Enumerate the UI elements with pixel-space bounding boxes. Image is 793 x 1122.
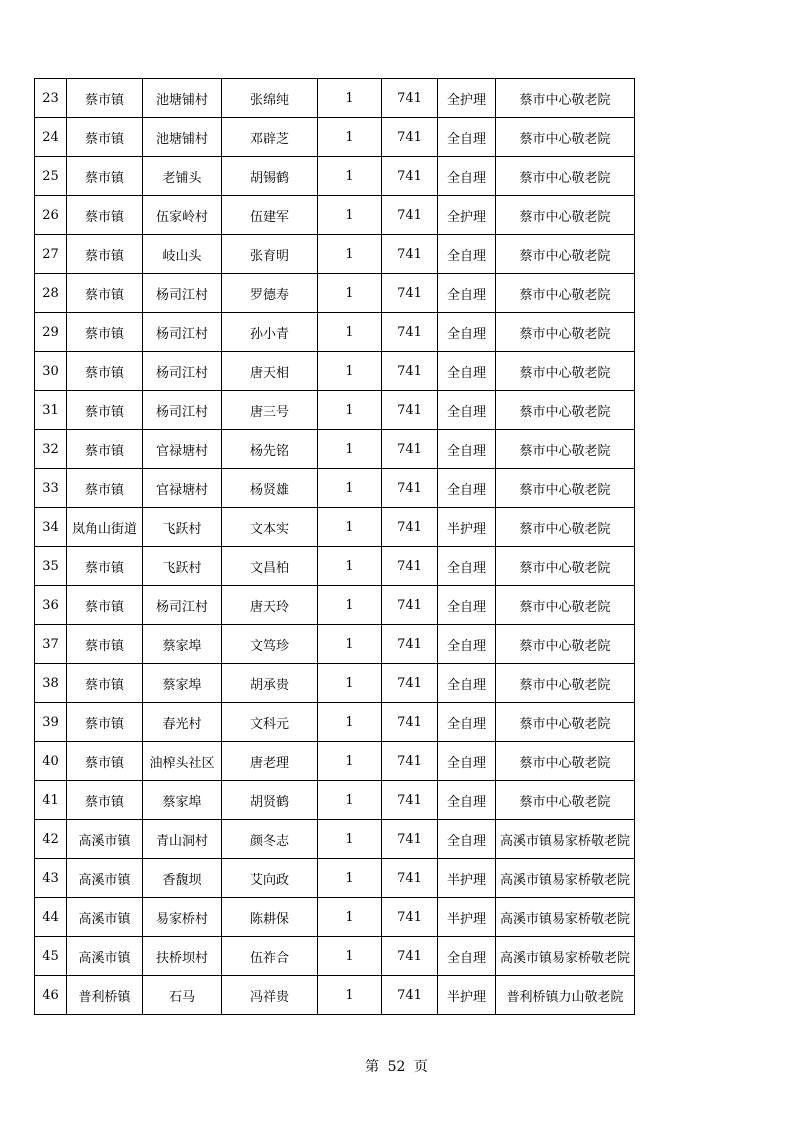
name-cell: 艾向政 xyxy=(222,859,318,898)
table-row xyxy=(35,508,635,547)
town-cell: 高溪市镇 xyxy=(67,898,143,937)
institution-cell: 蔡市中心敬老院 xyxy=(496,274,635,313)
town-cell: 高溪市镇 xyxy=(67,859,143,898)
town-cell: 蔡市镇 xyxy=(67,352,143,391)
count-cell: 1 xyxy=(318,391,382,430)
index-cell: 27 xyxy=(35,235,67,274)
index-cell: 46 xyxy=(35,976,67,1015)
village-cell: 杨司江村 xyxy=(143,586,222,625)
institution-cell: 蔡市中心敬老院 xyxy=(496,313,635,352)
institution-cell: 蔡市中心敬老院 xyxy=(496,742,635,781)
town-cell: 蔡市镇 xyxy=(67,625,143,664)
town-cell: 蔡市镇 xyxy=(67,664,143,703)
index-cell: 30 xyxy=(35,352,67,391)
village-cell: 飞跃村 xyxy=(143,547,222,586)
name-cell: 邓辟芝 xyxy=(222,118,318,157)
index-cell: 43 xyxy=(35,859,67,898)
amount-cell: 741 xyxy=(382,781,438,820)
village-cell: 易家桥村 xyxy=(143,898,222,937)
amount-cell: 741 xyxy=(382,976,438,1015)
amount-cell: 741 xyxy=(382,586,438,625)
town-cell: 高溪市镇 xyxy=(67,820,143,859)
care-level-cell: 全自理 xyxy=(438,937,496,976)
count-cell: 1 xyxy=(318,898,382,937)
village-cell: 官禄塘村 xyxy=(143,469,222,508)
table-row xyxy=(35,313,635,352)
institution-cell: 蔡市中心敬老院 xyxy=(496,547,635,586)
institution-cell: 高溪市镇易家桥敬老院 xyxy=(496,820,635,859)
index-cell: 23 xyxy=(35,79,67,118)
institution-cell: 蔡市中心敬老院 xyxy=(496,79,635,118)
name-cell: 唐天玲 xyxy=(222,586,318,625)
village-cell: 杨司江村 xyxy=(143,391,222,430)
town-cell: 蔡市镇 xyxy=(67,196,143,235)
page-prefix: 第 xyxy=(365,1059,380,1075)
table-row xyxy=(35,430,635,469)
name-cell: 文昌柏 xyxy=(222,547,318,586)
care-level-cell: 全自理 xyxy=(438,430,496,469)
table-row xyxy=(35,664,635,703)
institution-cell: 高溪市镇易家桥敬老院 xyxy=(496,898,635,937)
town-cell: 蔡市镇 xyxy=(67,742,143,781)
institution-cell: 蔡市中心敬老院 xyxy=(496,157,635,196)
amount-cell: 741 xyxy=(382,469,438,508)
name-cell: 唐三号 xyxy=(222,391,318,430)
institution-cell: 蔡市中心敬老院 xyxy=(496,781,635,820)
village-cell: 扶桥坝村 xyxy=(143,937,222,976)
village-cell: 伍家岭村 xyxy=(143,196,222,235)
name-cell: 杨先铭 xyxy=(222,430,318,469)
care-level-cell: 全自理 xyxy=(438,391,496,430)
name-cell: 文科元 xyxy=(222,703,318,742)
table-row xyxy=(35,469,635,508)
name-cell: 罗德寿 xyxy=(222,274,318,313)
count-cell: 1 xyxy=(318,625,382,664)
index-cell: 39 xyxy=(35,703,67,742)
count-cell: 1 xyxy=(318,352,382,391)
name-cell: 颜冬志 xyxy=(222,820,318,859)
amount-cell: 741 xyxy=(382,196,438,235)
amount-cell: 741 xyxy=(382,391,438,430)
care-level-cell: 全自理 xyxy=(438,781,496,820)
index-cell: 35 xyxy=(35,547,67,586)
count-cell: 1 xyxy=(318,547,382,586)
village-cell: 蔡家埠 xyxy=(143,625,222,664)
care-level-cell: 全自理 xyxy=(438,664,496,703)
name-cell: 文笃珍 xyxy=(222,625,318,664)
village-cell: 香馥坝 xyxy=(143,859,222,898)
table-row xyxy=(35,703,635,742)
count-cell: 1 xyxy=(318,508,382,547)
table-row xyxy=(35,937,635,976)
name-cell: 冯祥贵 xyxy=(222,976,318,1015)
care-level-cell: 半护理 xyxy=(438,859,496,898)
institution-cell: 蔡市中心敬老院 xyxy=(496,664,635,703)
amount-cell: 741 xyxy=(382,937,438,976)
institution-cell: 蔡市中心敬老院 xyxy=(496,469,635,508)
amount-cell: 741 xyxy=(382,313,438,352)
institution-cell: 蔡市中心敬老院 xyxy=(496,118,635,157)
amount-cell: 741 xyxy=(382,430,438,469)
amount-cell: 741 xyxy=(382,742,438,781)
count-cell: 1 xyxy=(318,430,382,469)
index-cell: 42 xyxy=(35,820,67,859)
care-level-cell: 半护理 xyxy=(438,976,496,1015)
town-cell: 蔡市镇 xyxy=(67,235,143,274)
table-body xyxy=(35,79,635,1015)
amount-cell: 741 xyxy=(382,820,438,859)
index-cell: 40 xyxy=(35,742,67,781)
care-level-cell: 全自理 xyxy=(438,820,496,859)
page-footer xyxy=(0,1056,793,1076)
institution-cell: 蔡市中心敬老院 xyxy=(496,586,635,625)
institution-cell: 高溪市镇易家桥敬老院 xyxy=(496,937,635,976)
page-number: 52 xyxy=(387,1059,406,1075)
amount-cell: 741 xyxy=(382,235,438,274)
town-cell: 蔡市镇 xyxy=(67,781,143,820)
care-level-cell: 半护理 xyxy=(438,898,496,937)
village-cell: 蔡家埠 xyxy=(143,781,222,820)
index-cell: 31 xyxy=(35,391,67,430)
count-cell: 1 xyxy=(318,742,382,781)
count-cell: 1 xyxy=(318,937,382,976)
care-level-cell: 全自理 xyxy=(438,235,496,274)
count-cell: 1 xyxy=(318,313,382,352)
count-cell: 1 xyxy=(318,586,382,625)
village-cell: 岐山头 xyxy=(143,235,222,274)
care-level-cell: 全自理 xyxy=(438,703,496,742)
name-cell: 伍建军 xyxy=(222,196,318,235)
name-cell: 唐天相 xyxy=(222,352,318,391)
index-cell: 37 xyxy=(35,625,67,664)
amount-cell: 741 xyxy=(382,508,438,547)
amount-cell: 741 xyxy=(382,352,438,391)
count-cell: 1 xyxy=(318,469,382,508)
table-row xyxy=(35,391,635,430)
count-cell: 1 xyxy=(318,196,382,235)
institution-cell: 蔡市中心敬老院 xyxy=(496,235,635,274)
count-cell: 1 xyxy=(318,859,382,898)
village-cell: 杨司江村 xyxy=(143,313,222,352)
amount-cell: 741 xyxy=(382,859,438,898)
amount-cell: 741 xyxy=(382,625,438,664)
institution-cell: 蔡市中心敬老院 xyxy=(496,508,635,547)
town-cell: 蔡市镇 xyxy=(67,547,143,586)
care-level-cell: 全自理 xyxy=(438,742,496,781)
village-cell: 油榨头社区 xyxy=(143,742,222,781)
town-cell: 蔡市镇 xyxy=(67,430,143,469)
index-cell: 33 xyxy=(35,469,67,508)
table-row xyxy=(35,235,635,274)
amount-cell: 741 xyxy=(382,547,438,586)
count-cell: 1 xyxy=(318,118,382,157)
table-row xyxy=(35,274,635,313)
amount-cell: 741 xyxy=(382,157,438,196)
name-cell: 文本实 xyxy=(222,508,318,547)
amount-cell: 741 xyxy=(382,118,438,157)
count-cell: 1 xyxy=(318,781,382,820)
village-cell: 蔡家埠 xyxy=(143,664,222,703)
village-cell: 春光村 xyxy=(143,703,222,742)
amount-cell: 741 xyxy=(382,664,438,703)
village-cell: 池塘铺村 xyxy=(143,118,222,157)
table-row xyxy=(35,118,635,157)
name-cell: 张育明 xyxy=(222,235,318,274)
table-row xyxy=(35,196,635,235)
town-cell: 岚角山街道 xyxy=(67,508,143,547)
page-suffix: 页 xyxy=(413,1059,428,1075)
records-table xyxy=(34,78,635,1015)
town-cell: 高溪市镇 xyxy=(67,937,143,976)
amount-cell: 741 xyxy=(382,898,438,937)
index-cell: 45 xyxy=(35,937,67,976)
name-cell: 唐老理 xyxy=(222,742,318,781)
institution-cell: 蔡市中心敬老院 xyxy=(496,430,635,469)
count-cell: 1 xyxy=(318,79,382,118)
town-cell: 蔡市镇 xyxy=(67,118,143,157)
name-cell: 伍祚合 xyxy=(222,937,318,976)
table-row xyxy=(35,976,635,1015)
care-level-cell: 全自理 xyxy=(438,352,496,391)
name-cell: 陈耕保 xyxy=(222,898,318,937)
town-cell: 蔡市镇 xyxy=(67,469,143,508)
name-cell: 胡贤鹤 xyxy=(222,781,318,820)
town-cell: 蔡市镇 xyxy=(67,274,143,313)
care-level-cell: 全自理 xyxy=(438,274,496,313)
table-row xyxy=(35,157,635,196)
index-cell: 24 xyxy=(35,118,67,157)
town-cell: 蔡市镇 xyxy=(67,703,143,742)
table-row xyxy=(35,352,635,391)
town-cell: 蔡市镇 xyxy=(67,313,143,352)
table-row xyxy=(35,79,635,118)
care-level-cell: 全自理 xyxy=(438,157,496,196)
town-cell: 蔡市镇 xyxy=(67,79,143,118)
name-cell: 张绵纯 xyxy=(222,79,318,118)
name-cell: 胡承贵 xyxy=(222,664,318,703)
name-cell: 胡锡鹤 xyxy=(222,157,318,196)
institution-cell: 高溪市镇易家桥敬老院 xyxy=(496,859,635,898)
village-cell: 池塘铺村 xyxy=(143,79,222,118)
index-cell: 29 xyxy=(35,313,67,352)
institution-cell: 蔡市中心敬老院 xyxy=(496,196,635,235)
count-cell: 1 xyxy=(318,820,382,859)
table-row xyxy=(35,859,635,898)
village-cell: 杨司江村 xyxy=(143,274,222,313)
village-cell: 杨司江村 xyxy=(143,352,222,391)
index-cell: 32 xyxy=(35,430,67,469)
count-cell: 1 xyxy=(318,274,382,313)
count-cell: 1 xyxy=(318,157,382,196)
care-level-cell: 全护理 xyxy=(438,79,496,118)
table-row xyxy=(35,625,635,664)
village-cell: 飞跃村 xyxy=(143,508,222,547)
town-cell: 蔡市镇 xyxy=(67,157,143,196)
institution-cell: 蔡市中心敬老院 xyxy=(496,391,635,430)
village-cell: 石马 xyxy=(143,976,222,1015)
care-level-cell: 全自理 xyxy=(438,625,496,664)
care-level-cell: 全自理 xyxy=(438,547,496,586)
care-level-cell: 全自理 xyxy=(438,118,496,157)
count-cell: 1 xyxy=(318,664,382,703)
index-cell: 26 xyxy=(35,196,67,235)
table-row xyxy=(35,820,635,859)
index-cell: 25 xyxy=(35,157,67,196)
town-cell: 蔡市镇 xyxy=(67,391,143,430)
care-level-cell: 全自理 xyxy=(438,586,496,625)
index-cell: 34 xyxy=(35,508,67,547)
institution-cell: 蔡市中心敬老院 xyxy=(496,703,635,742)
name-cell: 孙小青 xyxy=(222,313,318,352)
amount-cell: 741 xyxy=(382,79,438,118)
name-cell: 杨贤雄 xyxy=(222,469,318,508)
index-cell: 38 xyxy=(35,664,67,703)
village-cell: 青山洞村 xyxy=(143,820,222,859)
table-row xyxy=(35,547,635,586)
table-row xyxy=(35,586,635,625)
care-level-cell: 半护理 xyxy=(438,508,496,547)
count-cell: 1 xyxy=(318,976,382,1015)
care-level-cell: 全自理 xyxy=(438,469,496,508)
index-cell: 28 xyxy=(35,274,67,313)
table-row xyxy=(35,898,635,937)
care-level-cell: 全自理 xyxy=(438,313,496,352)
table-row xyxy=(35,742,635,781)
amount-cell: 741 xyxy=(382,703,438,742)
institution-cell: 蔡市中心敬老院 xyxy=(496,625,635,664)
index-cell: 44 xyxy=(35,898,67,937)
town-cell: 蔡市镇 xyxy=(67,586,143,625)
table-row xyxy=(35,781,635,820)
institution-cell: 蔡市中心敬老院 xyxy=(496,352,635,391)
amount-cell: 741 xyxy=(382,274,438,313)
institution-cell: 普利桥镇力山敬老院 xyxy=(496,976,635,1015)
count-cell: 1 xyxy=(318,235,382,274)
village-cell: 老铺头 xyxy=(143,157,222,196)
care-level-cell: 全护理 xyxy=(438,196,496,235)
index-cell: 41 xyxy=(35,781,67,820)
village-cell: 官禄塘村 xyxy=(143,430,222,469)
count-cell: 1 xyxy=(318,703,382,742)
index-cell: 36 xyxy=(35,586,67,625)
town-cell: 普利桥镇 xyxy=(67,976,143,1015)
